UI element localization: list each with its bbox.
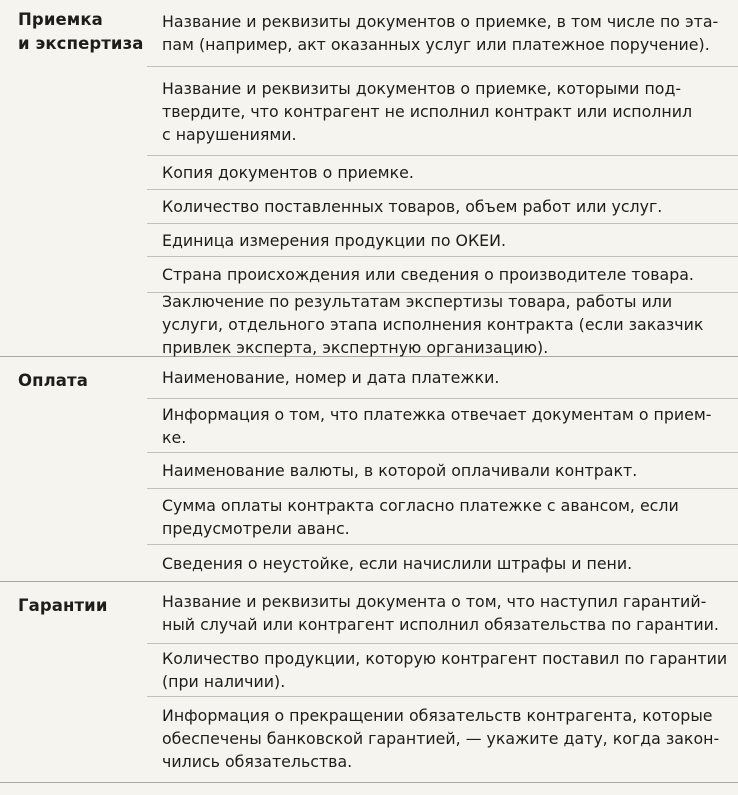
row-text: Информация о прекращении обязательств контрагента, которые обеспечены банковской гарантией, — укажите дату, когда закон- чились обязательства. [162, 706, 720, 771]
row-text: Название и реквизиты документов о приемке, которыми под- твердите, что контрагент не исполнил контракт или исполнил с нарушениями. [162, 78, 693, 144]
table-row [147, 357, 738, 399]
table-row [147, 453, 738, 489]
row-text: Сведения о неустойке, если начислили штрафы и пени. [162, 553, 633, 573]
table-row [147, 190, 738, 224]
section-rows [147, 582, 738, 780]
table-row [147, 489, 738, 545]
table-row [147, 224, 738, 257]
row-text: Единица измерения продукции по ОКЕИ. [162, 230, 507, 250]
section-payment [0, 357, 738, 582]
section-rows [147, 0, 738, 355]
table-row [147, 697, 738, 780]
table-row [147, 582, 738, 644]
table-row [147, 293, 738, 355]
row-text: Количество поставленных товаров, объем работ или услуг. [162, 197, 663, 216]
table-row [147, 399, 738, 453]
row-text: Количество продукции, которую контрагент поставил по гарантии (при наличии). [162, 649, 728, 691]
row-text: Название и реквизиты документа о том, что наступил гарантий- ный случай или контрагент исполнил обязательства по гарантии. [162, 591, 719, 634]
row-text: Сумма оплаты контракта согласно платежке с авансом, если предусмотрели аванс. [162, 495, 679, 538]
section-label: Оплата [18, 371, 88, 390]
row-text: Наименование, номер и дата платежки. [162, 368, 500, 387]
table-row [147, 156, 738, 190]
row-text: Страна происхождения или сведения о производителе товара. [162, 265, 694, 284]
section-label: Гарантии [18, 596, 108, 615]
section-label: Приемка и экспертиза [18, 10, 144, 53]
row-text: Наименование валюты, в которой оплачивали контракт. [162, 461, 638, 480]
section-guarantees [0, 582, 738, 783]
section-acceptance [0, 0, 738, 357]
section-rows [147, 357, 738, 581]
row-text: Название и реквизиты документов о приемке, в том числе по эта- пам (например, акт оказанных услуг или платежное поручение). [162, 12, 719, 54]
table-row [147, 644, 738, 697]
table-row [147, 257, 738, 293]
row-text: Копия документов о приемке. [162, 163, 414, 182]
table-row [147, 0, 738, 67]
row-text: Информация о том, что платежка отвечает документам о прием- ке. [162, 404, 712, 447]
table-row [147, 545, 738, 581]
row-text: Заключение по результатам экспертизы товара, работы или услуги, отдельного этапа исполнения контракта (если заказчик привлек эксперта, экспертную организацию). [162, 291, 704, 357]
table-row [147, 67, 738, 156]
